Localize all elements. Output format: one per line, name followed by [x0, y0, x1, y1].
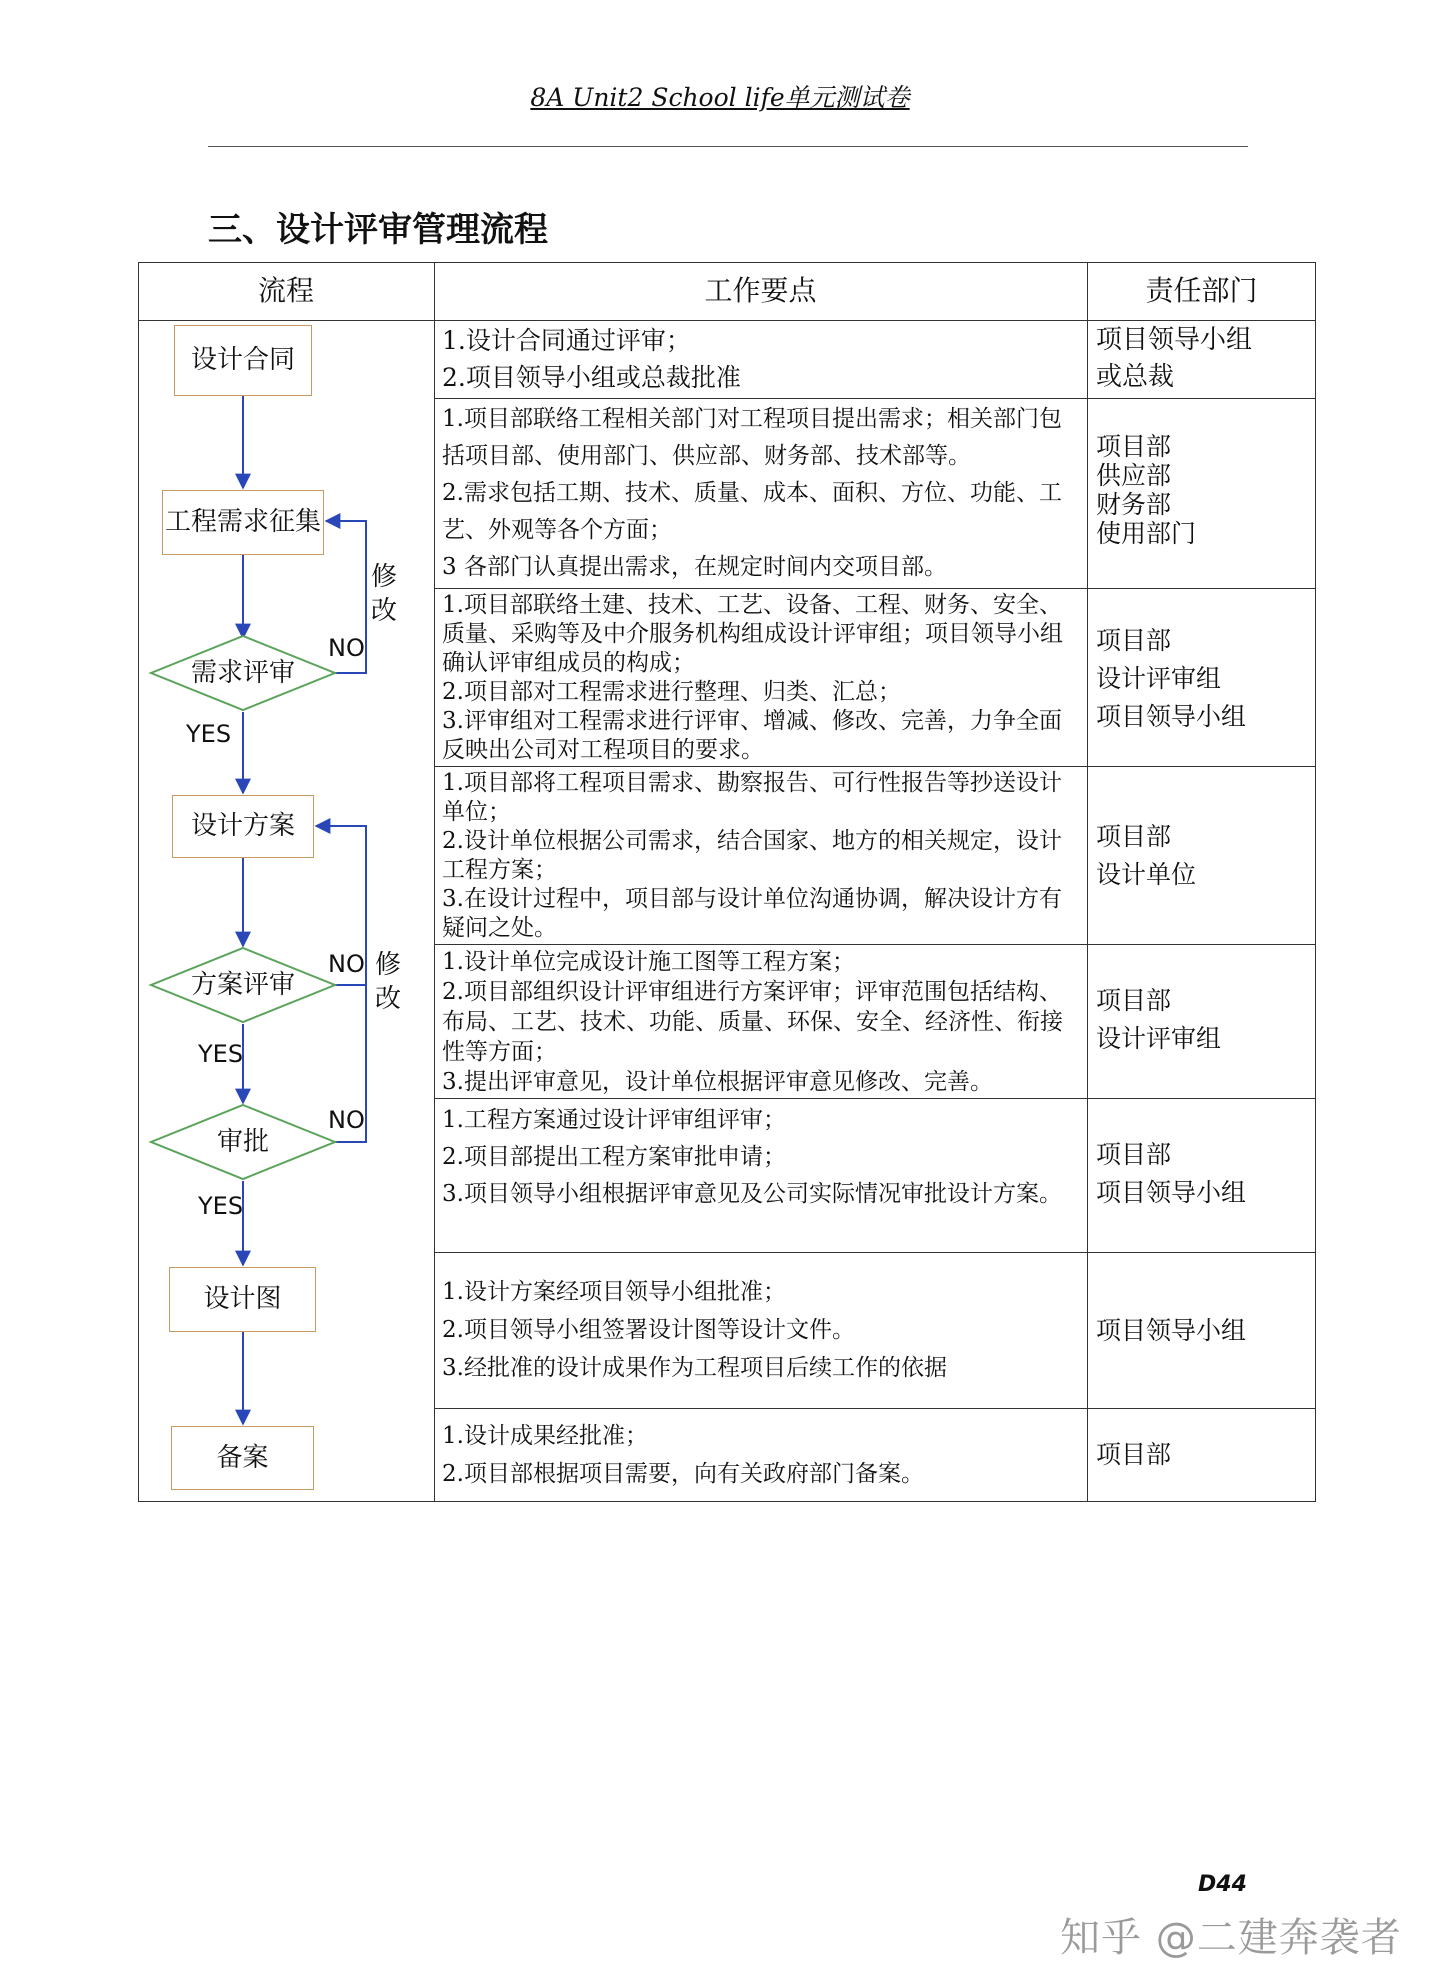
- dept-name: 设计评审组: [1096, 664, 1222, 693]
- work-point: 2.项目领导小组签署设计图等设计文件。: [442, 1317, 855, 1343]
- dept-name: 项目领导小组: [1096, 325, 1253, 355]
- label-no: NO: [328, 634, 365, 662]
- label-yes: YES: [198, 1192, 244, 1220]
- work-point: 1.设计合同通过评审；: [442, 326, 691, 355]
- work-point: 2.设计单位根据公司需求，结合国家、地方的相关规定，设计工程方案；: [442, 828, 1062, 883]
- work-point: 1.设计方案经项目领导小组批准；: [442, 1279, 786, 1305]
- watermark: 知乎 @二建奔袭者: [1060, 1915, 1402, 1961]
- work-point: 3.经批准的设计成果作为工程项目后续工作的依据: [442, 1355, 947, 1381]
- work-point: 2.需求包括工期、技术、质量、成本、面积、方位、功能、工艺、外观等各个方面；: [442, 480, 1062, 543]
- dept-name: 设计评审组: [1096, 1024, 1222, 1053]
- label-yes: YES: [198, 1040, 244, 1068]
- dept-name: 项目部: [1096, 822, 1172, 851]
- dept-name: 项目部: [1096, 1440, 1172, 1469]
- work-point: 3.提出评审意见，设计单位根据评审意见修改、完善。: [442, 1069, 993, 1095]
- flow-node-approve: 审批: [216, 1127, 269, 1157]
- dept-name: 项目领导小组: [1096, 1178, 1247, 1207]
- dept-name: 使用部门: [1096, 519, 1197, 548]
- work-point: 2.项目部对工程需求进行整理、归类、汇总；: [442, 679, 901, 705]
- dept-name: 或总裁: [1096, 362, 1175, 392]
- work-point: 1.设计成果经批准；: [442, 1423, 648, 1449]
- flow-node-review: 需求评审: [190, 658, 295, 688]
- label-modify: 修改: [371, 562, 398, 626]
- flow-node-record: 备案: [171, 1426, 314, 1490]
- column-header-dept: 责任部门: [1145, 274, 1258, 307]
- work-point: 1.项目部联络土建、技术、工艺、设备、工程、财务、安全、质量、采购等及中介服务机构组成设计评审组；项目领导小组确认评审组成员的构成；: [442, 592, 1063, 676]
- dept-name: 设计单位: [1096, 860, 1197, 889]
- work-point: 2.项目部组织设计评审组进行方案评审；评审范围包括结构、布局、工艺、技术、功能、质量、环保、安全、经济性、衔接性等方面；: [442, 979, 1063, 1065]
- flow-node-scheme-review: 方案评审: [190, 970, 295, 1000]
- dept-name: 项目部: [1096, 626, 1172, 655]
- work-point: 2.项目部提出工程方案审批申请；: [442, 1144, 786, 1170]
- label-no: NO: [328, 950, 365, 978]
- work-point: 1.项目部将工程项目需求、勘察报告、可行性报告等抄送设计单位；: [442, 770, 1062, 825]
- dept-name: 供应部: [1096, 461, 1172, 490]
- flow-node-collect: 工程需求征集: [162, 490, 324, 555]
- section-title: 三、设计评审管理流程: [208, 210, 548, 250]
- work-point: 1.设计单位完成设计施工图等工程方案；: [442, 949, 855, 975]
- dept-name: 项目部: [1096, 1140, 1172, 1169]
- dept-name: 项目领导小组: [1096, 1316, 1247, 1345]
- flow-node-scheme: 设计方案: [172, 795, 314, 858]
- work-point: 3.评审组对工程需求进行评审、增减、修改、完善，力争全面反映出公司对工程项目的要求。: [442, 708, 1062, 763]
- column-header-process: 流程: [257, 274, 314, 307]
- work-point: 1.工程方案通过设计评审组评审；: [442, 1107, 786, 1133]
- flow-node-contract: 设计合同: [174, 325, 312, 396]
- dept-name: 财务部: [1096, 490, 1172, 519]
- dept-name: 项目领导小组: [1096, 702, 1247, 731]
- work-point: 3.项目领导小组根据评审意见及公司实际情况审批设计方案。: [442, 1181, 1062, 1207]
- work-point: 2.项目领导小组或总裁批准: [442, 363, 741, 392]
- label-no: NO: [328, 1106, 365, 1134]
- label-yes: YES: [186, 720, 232, 748]
- page-number: D44: [1198, 1872, 1247, 1897]
- work-point: 3 各部门认真提出需求，在规定时间内交项目部。: [442, 554, 947, 580]
- page-header: 8A Unit2 School life单元测试卷: [530, 83, 910, 112]
- work-point: 3.在设计过程中，项目部与设计单位沟通协调，解决设计方有疑问之处。: [442, 886, 1062, 941]
- work-point: 2.项目部根据项目需要，向有关政府部门备案。: [442, 1461, 924, 1487]
- label-modify: 修改: [375, 950, 402, 1014]
- column-header-points: 工作要点: [704, 274, 817, 307]
- dept-name: 项目部: [1096, 986, 1172, 1015]
- flow-node-drawing: 设计图: [169, 1267, 316, 1332]
- dept-name: 项目部: [1096, 432, 1172, 461]
- work-point: 1.项目部联络工程相关部门对工程项目提出需求；相关部门包括项目部、使用部门、供应部、财务部、技术部等。: [442, 406, 1062, 469]
